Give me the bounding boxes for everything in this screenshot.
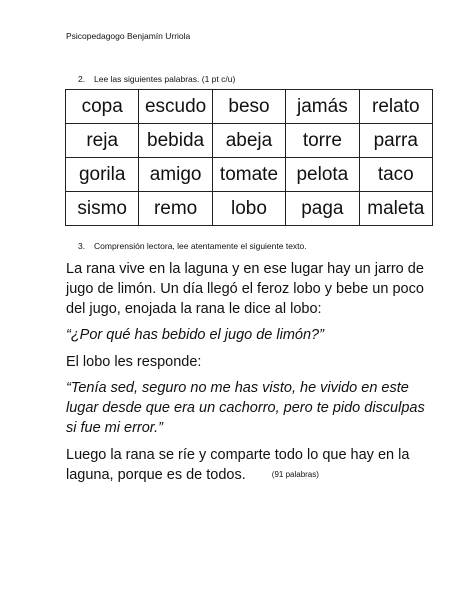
- word-cell: jamás: [286, 90, 359, 124]
- word-cell: taco: [359, 158, 432, 192]
- word-cell: parra: [359, 124, 432, 158]
- word-cell: sismo: [66, 192, 139, 226]
- word-cell: lobo: [212, 192, 285, 226]
- word-row: [66, 90, 433, 124]
- word-cell: bebida: [139, 124, 212, 158]
- word-cell: torre: [286, 124, 359, 158]
- word-cell: copa: [66, 90, 139, 124]
- word-cell: escudo: [139, 90, 212, 124]
- author-header: Psicopedagogo Benjamín Urriola: [66, 31, 191, 41]
- word-cell: gorila: [66, 158, 139, 192]
- word-cell: relato: [359, 90, 432, 124]
- word-cell: reja: [66, 124, 139, 158]
- instruction-3-text: Comprensión lectora, lee atentamente el siguiente texto.: [94, 241, 307, 251]
- word-cell: abeja: [212, 124, 285, 158]
- instruction-2-number: 2.: [78, 74, 86, 84]
- instruction-3-number: 3.: [78, 241, 86, 251]
- word-count: (91 palabras): [271, 470, 319, 479]
- reading-quote-1: “¿Por qué has bebido el jugo de limón?”: [66, 327, 324, 343]
- word-cell: maleta: [359, 192, 432, 226]
- instruction-2: [78, 74, 235, 84]
- word-cell: tomate: [212, 158, 285, 192]
- instruction-3: [78, 241, 307, 251]
- reading-quote-2: “Tenía sed, seguro no me has visto, he vivido en este lugar desde que era un cachorro, pero te pido disculpas si fue mi error.”: [66, 380, 425, 436]
- word-cell: beso: [212, 90, 285, 124]
- reading-paragraph-3: [66, 445, 426, 485]
- reading-paragraph-3-text: Luego la rana se ríe y comparte todo lo que hay en la laguna, porque es de todos.: [66, 447, 410, 483]
- word-row: [66, 124, 433, 158]
- word-table: [65, 89, 433, 226]
- reading-paragraph-2: El lobo les responde:: [66, 354, 202, 370]
- word-cell: remo: [139, 192, 212, 226]
- word-row: [66, 158, 433, 192]
- instruction-2-text: Lee las siguientes palabras. (1 pt c/u): [94, 74, 236, 84]
- word-cell: amigo: [139, 158, 212, 192]
- word-cell: paga: [286, 192, 359, 226]
- reading-paragraph-1: La rana vive en la laguna y en ese lugar hay un jarro de jugo de limón. Un día llegó el feroz lobo y bebe un poco del jugo, enojada la rana le dice al lobo:: [66, 261, 424, 317]
- word-row: [66, 192, 433, 226]
- word-cell: pelota: [286, 158, 359, 192]
